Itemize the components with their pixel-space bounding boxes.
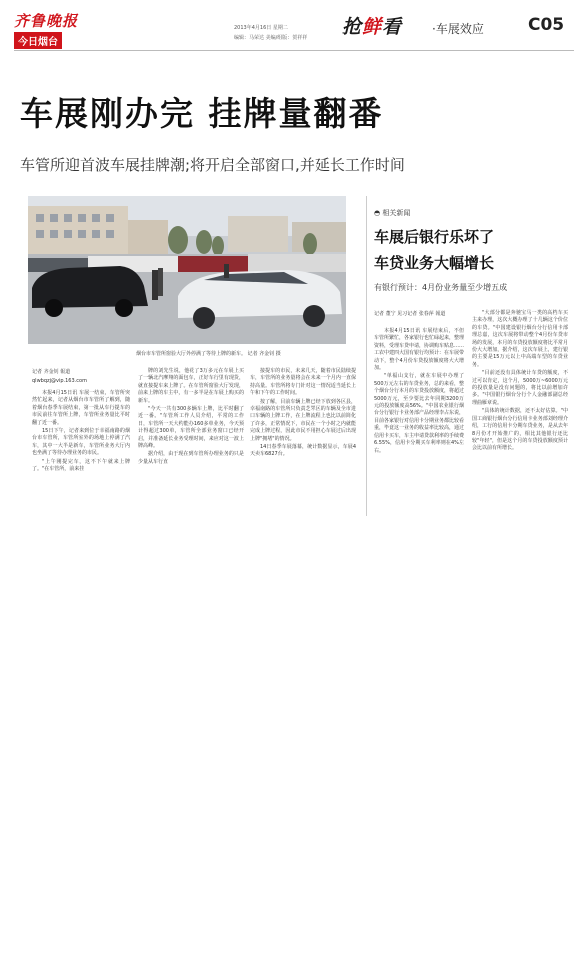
sidebar-column-2 xyxy=(472,310,568,454)
sidebar-subhead: 有银行预计：4月份业务量至少增五成 xyxy=(374,283,508,292)
paragraph: 接提车的市民，未来几天，随着市民陆续提车，车管所的业务量将会在未来一个月内一直保持高量。车管所将专门针对这一情况适当延长上午和下午的工作时间。 xyxy=(250,368,356,397)
paragraph: "上午刚提完车，这不下午就来上牌了。"在车管所，前来挂 xyxy=(32,458,130,473)
paragraph: "目前还没有具体统计车贷的额度，不过可以肯定，这个月，5000万~6000万元的投放量是没有问题的，将比以前增加许多。"中国银行烟台分行个人金融部副总经理曲雁章说。 xyxy=(472,370,568,406)
main-headline: 车展刚办完 挂牌量翻番 xyxy=(20,94,384,133)
article-column-1 xyxy=(32,390,130,474)
sidebar-headline-1: 车展后银行乐坏了 xyxy=(374,228,495,246)
dateline: 2013年4月16日 星期二 xyxy=(234,25,288,31)
paragraph: 15日下午，记者来到位于幸福南路的烟台市车管所，车管所室外的场地上停满了汽车，其中一大半是新车，车管所业务大厅内也坐满了等待办理业务的市民。 xyxy=(32,428,130,457)
paragraph: "单福山支行，就在车展中办理了500万元左右的车贷业务，总的来看，整个烟台分行本月的车贷投放额度，将超过5000万元，至少要比去年同期3200万元的投放额度高56%。"中国农业银行烟台分行银行卡业务部产品经理李占东说，目前各家银行对信用卡分期业务都比较看重，毕竟这一业务的收益率比较高，通过信用卡买车，车主申请贷款利率的手续费6.55%，信用卡分期买车利率则在4%左右。 xyxy=(374,373,465,454)
parking-lot-photo xyxy=(28,196,346,344)
brand-accent: 鲜 xyxy=(362,16,383,38)
column-brand xyxy=(342,12,402,39)
paragraph: "具体的统计数据，还不太好估算。"中国工商银行烟台分行信用卡业务部刘经理介绍，工行的信用卡分期车贷业务，是从去年8月份才开始推广的，相比其他银行还比较"年轻"，但是这个月的车贷投放额度预计会比以前有所增长。 xyxy=(472,408,568,452)
article-email: qlwbqzj@vip.163.com xyxy=(32,378,87,384)
article-column-2 xyxy=(138,368,244,467)
masthead-logo: 齐鲁晚报 xyxy=(14,12,79,30)
related-news-tag: ◓ 相关新闻 xyxy=(374,209,411,217)
column-separator xyxy=(366,196,367,516)
paragraph: 本报4月15日讯 车展一结束，车管所突然忙起来，记者从烟台市车管所了解到，随着烟台春季车展结束，第一批从车行提车的市民前往车管所上牌，车管所业务量比平时翻了近一番。 xyxy=(32,390,130,426)
paragraph: 本报4月15日讯 车展结束后，不但车管所繁忙，各家银行也忙碌起来，整理资料，受理车贷申请，协调购车贴息……工农中建四大国有银行均预计：在车展带动下，整个4月份车贷投放额度将大大增加。 xyxy=(374,328,465,372)
paragraph: 14日春季车展落幕，统计数据显示，车展4天卖车6827台。 xyxy=(250,444,356,458)
article-photo xyxy=(28,196,346,344)
brand-tail: 看 xyxy=(382,16,403,38)
section-name: ·车展效应 xyxy=(432,22,484,36)
related-news-label: 相关新闻 xyxy=(382,209,411,217)
article-byline: 记者 齐金钊 報道 xyxy=(32,369,71,375)
header-divider xyxy=(14,50,574,51)
section-label: 今日烟台 xyxy=(14,32,62,49)
sidebar-column-1 xyxy=(374,328,464,456)
photo-caption: 烟台市车管所窗验大厅外停满了等待上牌的新车。 记者 齐金钊 摄 xyxy=(136,351,281,357)
paragraph: 牌的刘先生说，他花了3万多元在车展上买了一辆北汽摩翔的面包车，正好车行里有现货，就直接提车来上牌了。在车管所窗验大厅发现，前来上牌的车主中，有一多半是在车展上购买的新车。 xyxy=(138,368,244,404)
newspaper-page xyxy=(6,6,574,522)
editor-credits: 编辑：马荣达 美编/组版：贺祥祥 xyxy=(234,35,308,41)
article-column-3 xyxy=(250,368,356,460)
page-number: C05 xyxy=(528,15,565,35)
sidebar-headline-2: 车贷业务大幅增长 xyxy=(374,254,495,272)
main-subhead: 车管所迎首波车展挂牌潮;将开启全部窗口,并延长工作时间 xyxy=(20,156,405,174)
paragraph: 据介绍，由于现在到车管所办理业务的只是少量从车行直 xyxy=(138,451,244,465)
paragraph: "今天一共有300多辆车上牌，比平时翻了近一番。"车管所工作人员介绍，平常的工作日，车管所一天大约能办160多单业务，今天预计得超过300单，车管所全部业务窗口已经开启，并准备延长业务受理时间，来应对这一波上牌高峰。 xyxy=(138,406,244,450)
paragraph: 按了解，目前车辆上牌已经下放到各区县，幸福南路的车管所只负责芝罘区的车辆及全市进口车辆的上牌工作，在上牌流程上也比以前简化了许多，正常情况下，市民在一个小时之内就能完成上牌过程，因此市民不用担心车展过后出现上牌"拥堵"的情况。 xyxy=(250,398,356,442)
paragraph: "大部分都是奔驰宝马一类的高档车买主来办理，这次大概办理了十几辆这个价位的车贷。"中国建设银行烟台分行信用卡部理总嘉，这次车展将带动整个4月份车贷市场的发展，本月的车贷投放额度将比平常月份大大增加，据介绍，这次车展上，建行银的主要是15万元以上中高端车型的车贷业务。 xyxy=(472,310,568,368)
brand-main: 抢 xyxy=(342,16,363,38)
sidebar-byline: 记者 董宁 见习记者 张春萍 報道 xyxy=(374,311,446,317)
